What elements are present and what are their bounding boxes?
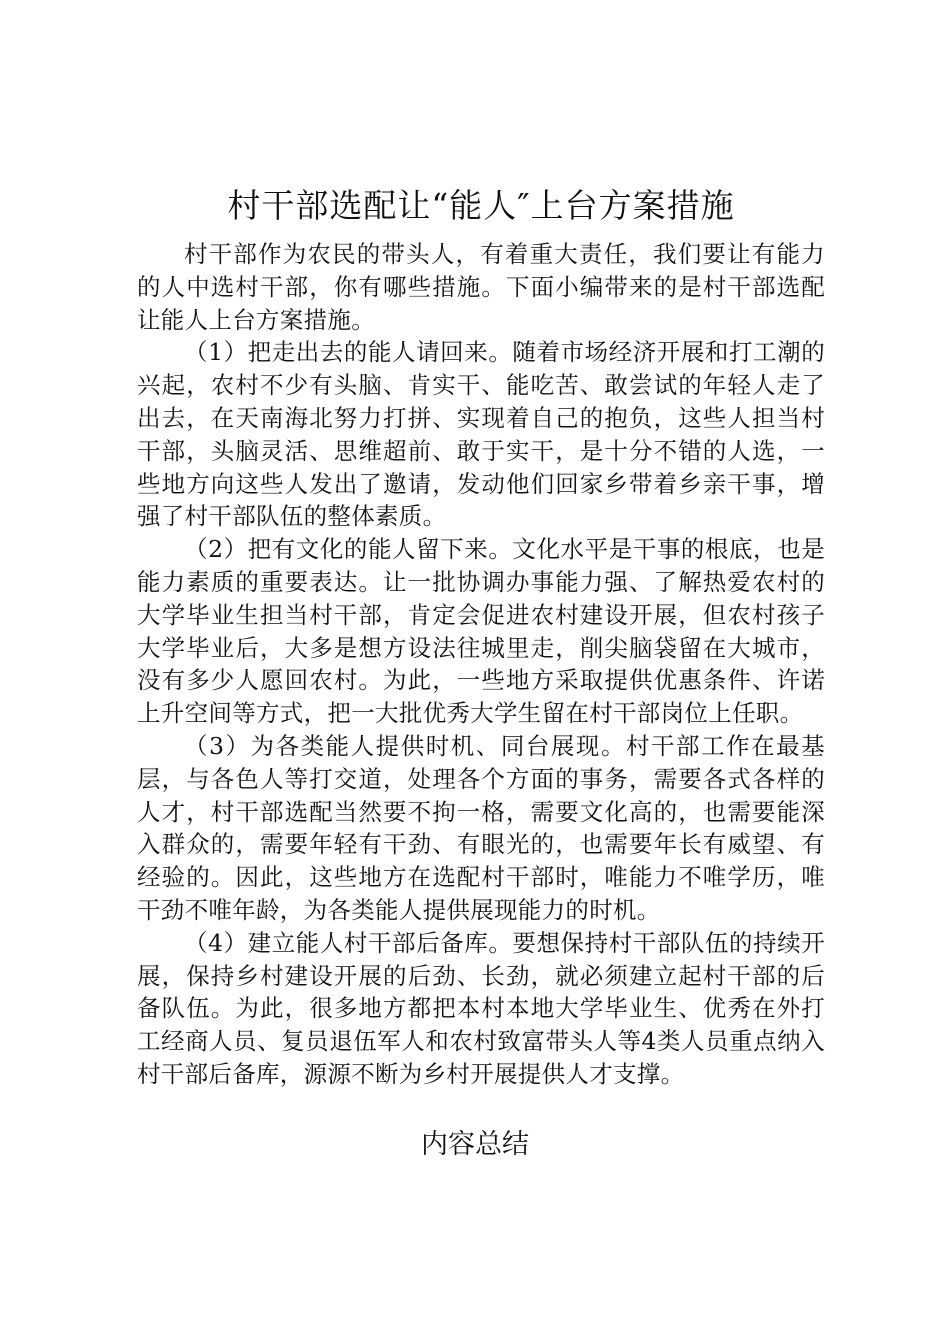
- measure-paragraph-4: （4）建立能人村干部后备库。要想保持村干部队伍的持续开展，保持乡村建设开展的后劲、长劲，就必须建立起村干部的后备队伍。为此，很多地方都把本村本地大学毕业生、优秀在外打工经商人员、复员退伍军人和农村致富带头人等4类人员重点纳入村干部后备库，源源不断为乡村开展提供人才支撑。: [137, 928, 825, 1088]
- intro-paragraph: 村干部作为农民的带头人，有着重大责任，我们要让有能力的人中选村干部，你有哪些措施。下面小编带来的是村干部选配让能人上台方案措施。: [137, 240, 825, 334]
- measure-paragraph-2: （2）把有文化的能人留下来。文化水平是干事的根底，也是能力素质的重要表达。让一批协调办事能力强、了解热爱农村的大学毕业生担当村干部，肯定会促进农村建设开展，但农村孩子大学毕业后，大多是想方设法往城里走，削尖脑袋留在大城市，没有多少人愿回农村。为此，一些地方采取提供优惠条件、许诺上升空间等方式，把一大批优秀大学生留在村干部岗位上任职。: [137, 535, 825, 728]
- measure-paragraph-1: （1）把走出去的能人请回来。随着市场经济开展和打工潮的兴起，农村不少有头脑、肯实干、能吃苦、敢尝试的年轻人走了出去，在天南海北努力打拼、实现着自己的抱负，这些人担当村干部，头脑灵活、思维超前、敢于实干，是十分不错的人选，一些地方向这些人发出了邀请，发动他们回家乡带着乡亲干事，增强了村干部队伍的整体素质。: [137, 338, 825, 531]
- measure-paragraph-3: （3）为各类能人提供时机、同台展现。村干部工作在最基层，与各色人等打交道，处理各个方面的事务，需要各式各样的人才，村干部选配当然要不拘一格，需要文化高的，也需要能深入群众的，需要年轻有干劲、有眼光的，也需要年长有威望、有经验的。因此，这些地方在选配村干部时，唯能力不唯学历，唯干劲不唯年龄，为各类能人提供展现能力的时机。: [137, 731, 825, 924]
- document-title: 村干部选配让“能人″上台方案措施: [227, 186, 735, 225]
- document-page: [137, 186, 825, 1091]
- summary-heading: 内容总结: [421, 1129, 529, 1160]
